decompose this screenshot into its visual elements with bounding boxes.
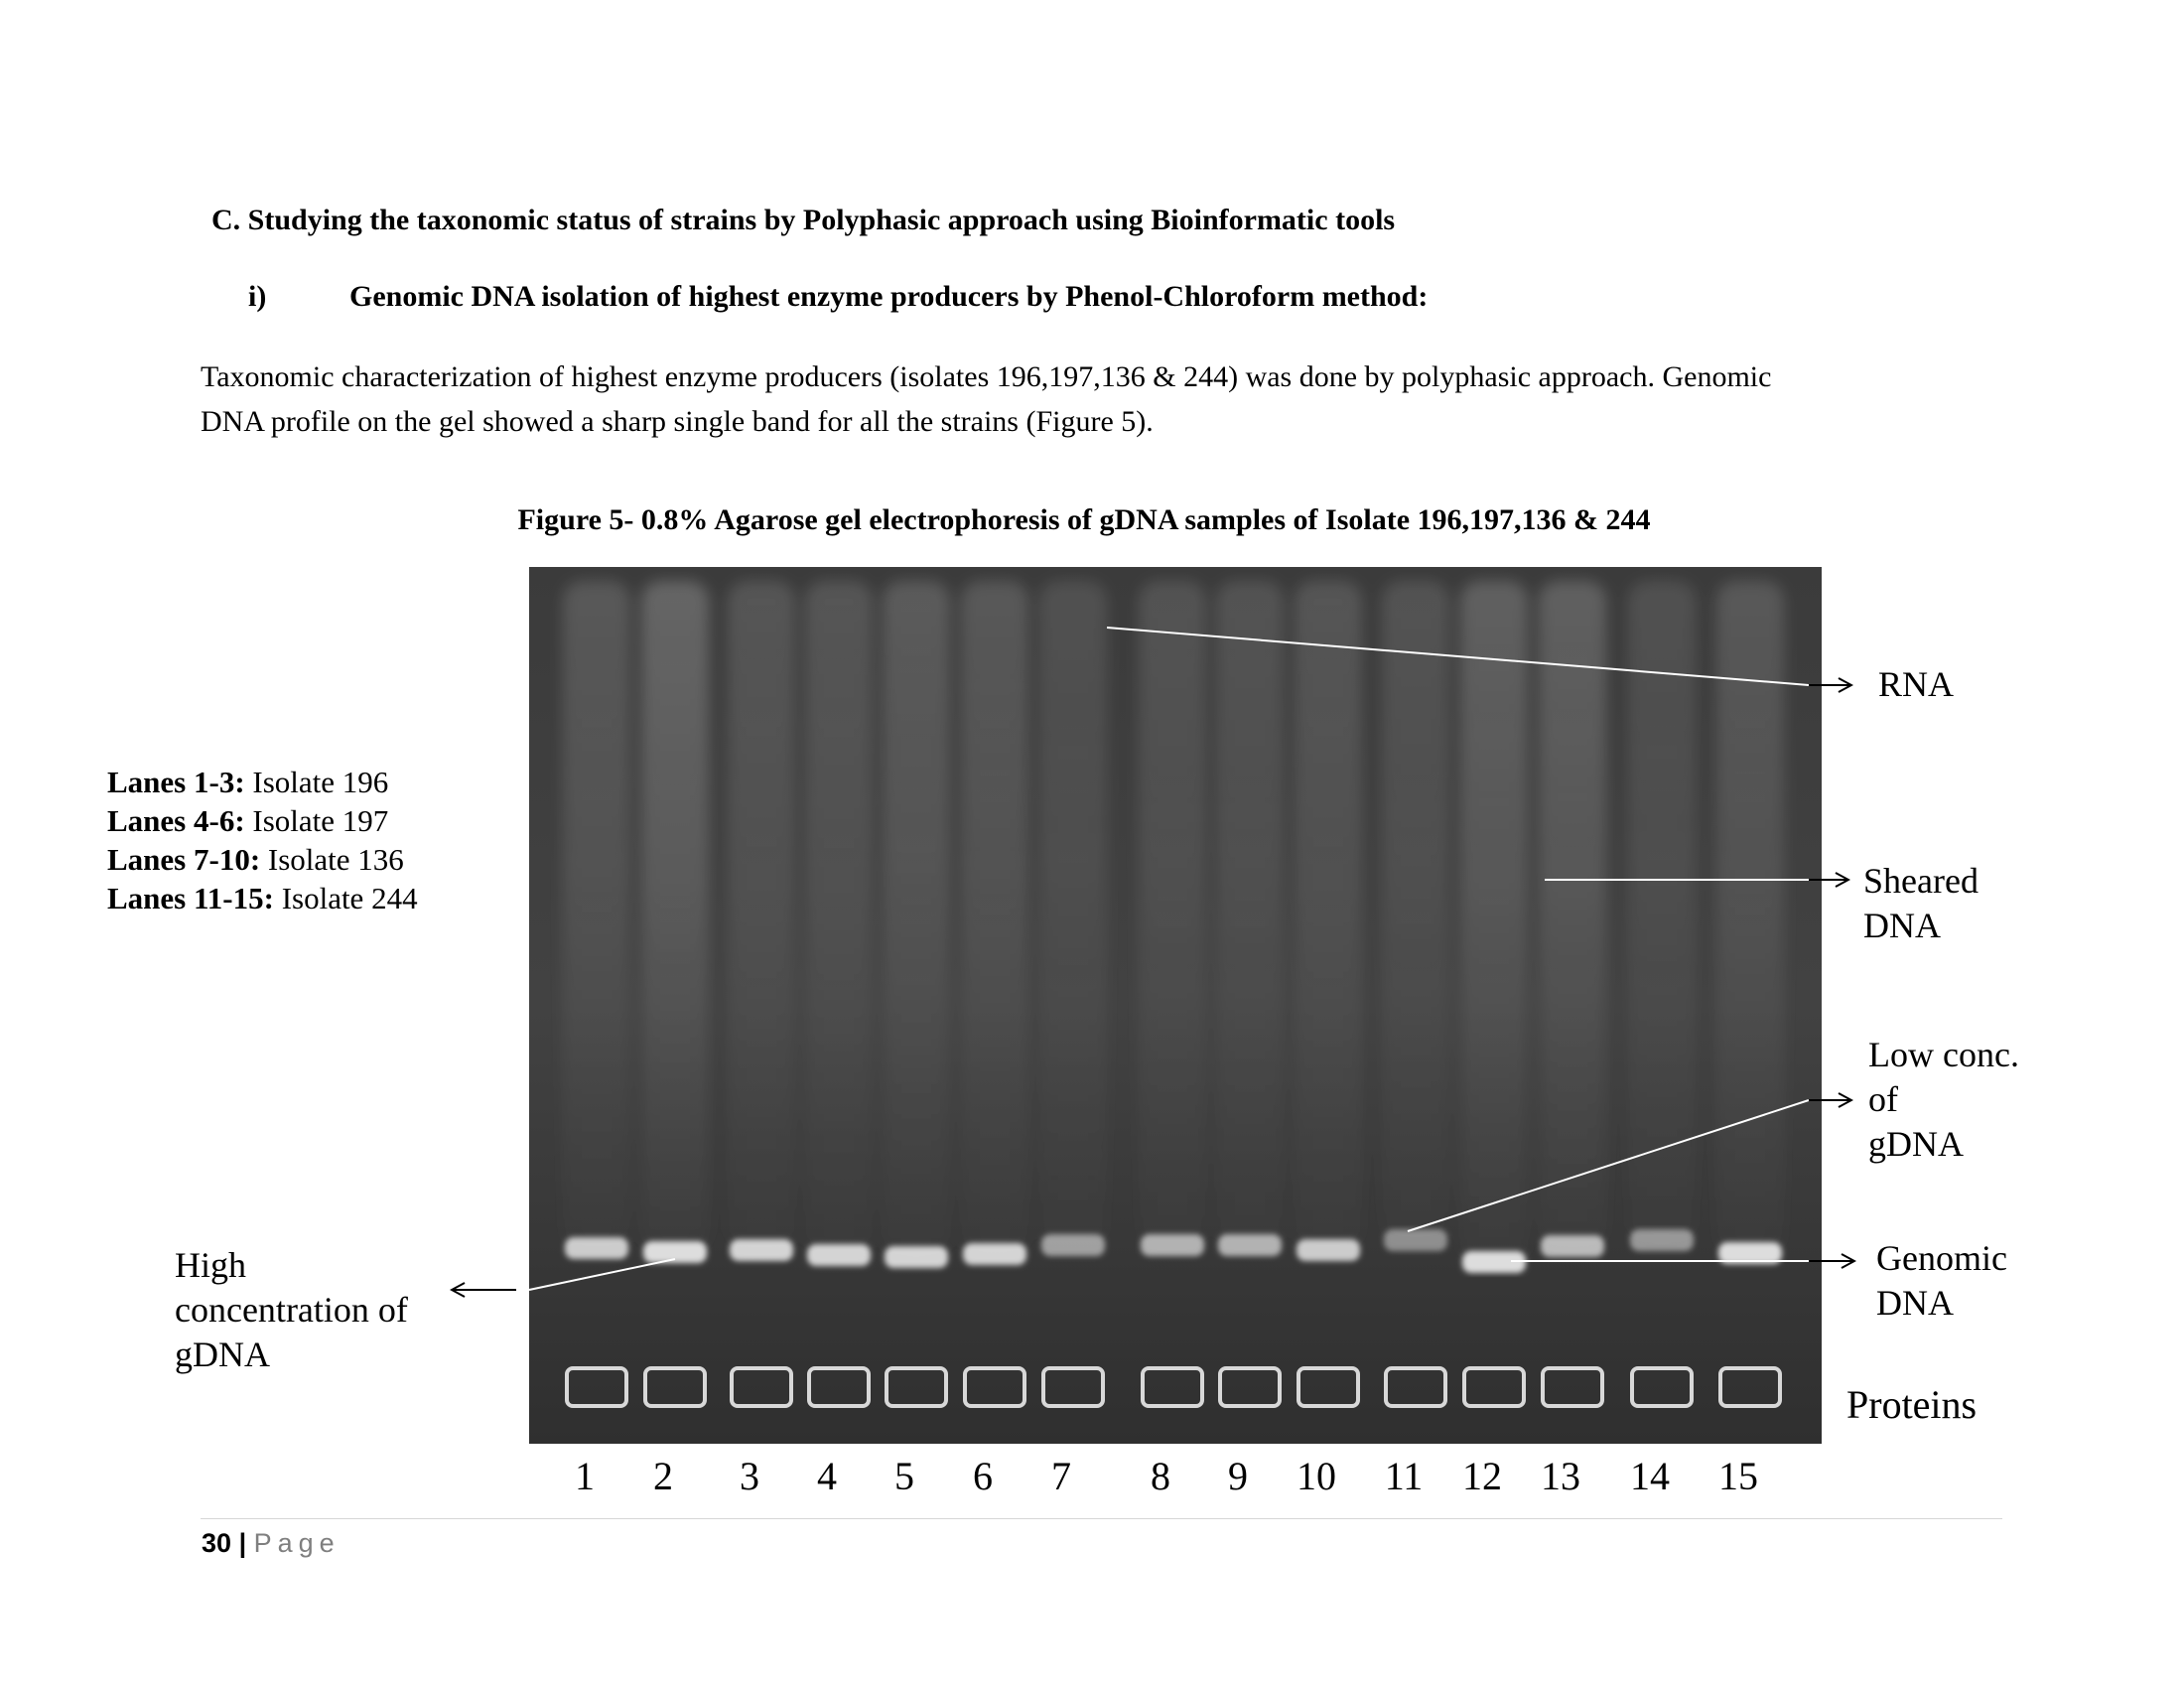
subsection-title: Genomic DNA isolation of highest enzyme producers by Phenol-Chloroform method: — [349, 280, 1429, 313]
lane-number: 13 — [1541, 1454, 1580, 1498]
lane-number: 8 — [1151, 1454, 1170, 1498]
lane-number: 10 — [1297, 1454, 1336, 1498]
page-number: 30 — [202, 1528, 232, 1558]
figure-caption-text: Figure 5- 0.8% Agarose gel electrophoresis of gDNA samples of Isolate 196,197,136 & 244 — [517, 503, 1651, 536]
lane-smear — [641, 581, 709, 1253]
section-heading: C. Studying the taxonomic status of strains by Polyphasic approach using Bioinformatic tools — [211, 204, 1396, 236]
page-word: Page — [253, 1528, 341, 1558]
lane-number: 6 — [973, 1454, 993, 1498]
lane-number: 2 — [653, 1454, 673, 1498]
paragraph-line-2: DNA profile on the gel showed a sharp single band for all the strains (Figure 5). — [201, 405, 1154, 438]
lane-number: 11 — [1384, 1454, 1424, 1498]
legend-label: Lanes 4-6: — [107, 803, 245, 838]
label-lowconc-2: of — [1868, 1079, 1898, 1119]
lane-band — [963, 1243, 1026, 1265]
lane-number: 9 — [1228, 1454, 1248, 1498]
lane-smear — [1539, 581, 1606, 1247]
lane-band — [730, 1239, 793, 1261]
legend-value: Isolate 196 — [244, 765, 389, 799]
lane-band — [1297, 1239, 1360, 1261]
label-proteins: Proteins — [1846, 1382, 1978, 1427]
legend-value: Isolate 136 — [260, 842, 404, 877]
paragraph-line-1: Taxonomic characterization of highest enzyme producers (isolates 196,197,136 & 244) was done by polyphasic approach. Genomic — [201, 360, 1772, 393]
lane-number: 7 — [1051, 1454, 1071, 1498]
lane-smears — [563, 581, 1784, 1263]
lane-band — [1541, 1235, 1604, 1257]
lane-band — [565, 1237, 628, 1259]
lane-smear — [1628, 581, 1696, 1241]
lane-smear — [1382, 581, 1449, 1241]
lane-smear — [728, 581, 795, 1251]
label-highconc-3: gDNA — [175, 1335, 270, 1374]
footer-rule — [201, 1518, 2002, 1519]
legend-label: Lanes 11-15: — [107, 881, 274, 915]
lane-smear — [883, 581, 950, 1258]
page-footer — [202, 1528, 341, 1559]
label-lowconc-1: Low conc. — [1868, 1035, 2019, 1074]
lane-band — [885, 1246, 948, 1268]
label-highconc-2: concentration of — [175, 1290, 408, 1330]
legend-value: Isolate 244 — [273, 881, 418, 915]
legend-label: Lanes 7-10: — [107, 842, 261, 877]
lane-numbers — [575, 1454, 1758, 1498]
lane-number: 3 — [740, 1454, 759, 1498]
lane-number: 5 — [894, 1454, 914, 1498]
label-sheared-2: DNA — [1863, 906, 1941, 945]
lane-smear — [805, 581, 873, 1256]
lane-smear — [1460, 581, 1528, 1263]
lane-smear — [1216, 581, 1284, 1246]
lane-smear — [961, 581, 1028, 1255]
lane-number: 14 — [1630, 1454, 1670, 1498]
gel-image — [529, 567, 1822, 1444]
lane-number: 1 — [575, 1454, 595, 1498]
label-lowconc-3: gDNA — [1868, 1124, 1964, 1164]
lane-band — [1218, 1234, 1282, 1256]
subsection-number: i) — [248, 280, 267, 313]
label-genomic-2: DNA — [1876, 1283, 1954, 1323]
lane-band — [1630, 1229, 1694, 1251]
lane-smear — [563, 581, 630, 1249]
label-rna: RNA — [1878, 664, 1955, 704]
lane-number: 4 — [817, 1454, 837, 1498]
lane-band — [1141, 1234, 1204, 1256]
label-genomic-1: Genomic — [1876, 1238, 2007, 1278]
lane-number: 12 — [1462, 1454, 1502, 1498]
legend-value: Isolate 197 — [244, 803, 389, 838]
label-highconc-1: High — [175, 1245, 246, 1285]
footer-separator: | — [238, 1528, 247, 1558]
lane-band — [1384, 1229, 1447, 1251]
lane-number: 15 — [1718, 1454, 1758, 1498]
lane-band — [807, 1244, 871, 1266]
lane-smear — [1295, 581, 1362, 1251]
lane-smear — [1039, 581, 1107, 1246]
legend-label: Lanes 1-3: — [107, 765, 245, 799]
lane-smear — [1139, 581, 1206, 1246]
lane-band — [1041, 1234, 1105, 1256]
label-sheared-1: Sheared — [1863, 861, 1979, 901]
